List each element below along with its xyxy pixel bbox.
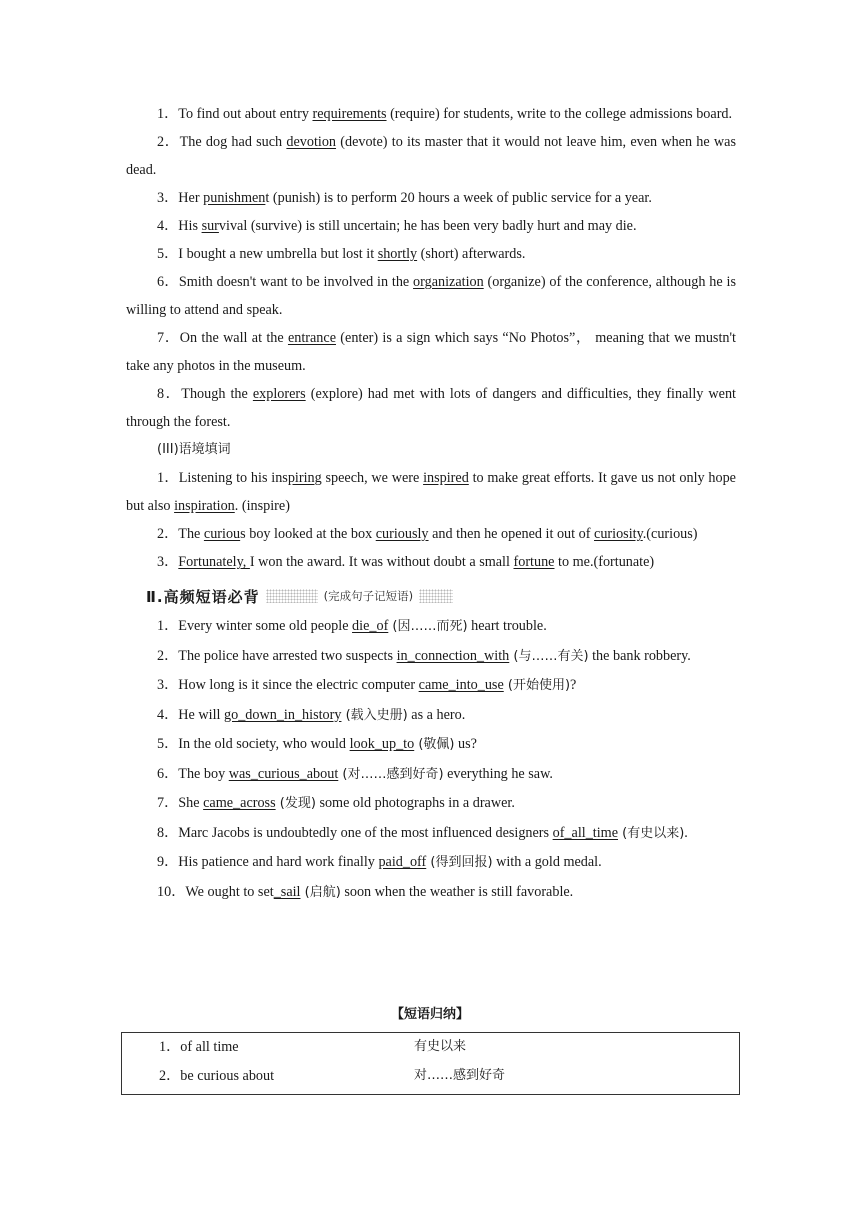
- exercise-item: 5．I bought a new umbrella but lost it shortly (short) afterwards.: [157, 246, 526, 262]
- answer-blank: requirements: [312, 106, 387, 122]
- summary-meaning: 有史以来: [414, 1039, 467, 1054]
- exercise-item: 6．Smith doesn't want to be involved in the organization (organize) of the conference, although he is willing to attend and speak.: [126, 274, 736, 318]
- answer-blank: came_into_use: [418, 677, 504, 693]
- exercise-item: 1．Every winter some old people die_of (因……而死) heart trouble.: [157, 618, 547, 634]
- exercise-item: 8．Though the explorers (explore) had met with lots of dangers and difficulties, they finally went through the forest.: [126, 386, 736, 430]
- summary-title: 【短语归纳】: [390, 1007, 469, 1022]
- section-subtitle: (完成句子记短语): [323, 589, 414, 603]
- exercise-item: 10．We ought to set_sail (启航) soon when the weather is still favorable.: [157, 883, 574, 900]
- answer-blank: Fortunately,: [178, 554, 250, 570]
- section-heading-phrases: [146, 584, 736, 608]
- exercise-item: 5．In the old society, who would look_up_to (敬佩) us?: [157, 736, 477, 752]
- answer-blank: curiously: [375, 526, 429, 542]
- decorative-dots: [266, 589, 318, 603]
- exercise-item: 4．His survival (survive) is still uncertain; he has been very badly hurt and may die.: [157, 218, 637, 234]
- exercise-item: 4．He will go_down_in_history (载入史册) as a hero.: [157, 706, 466, 723]
- exercise-item: 3．Her punishment (punish) is to perform 20 hours a week of public service for a year.: [157, 190, 652, 206]
- summary-row: [159, 1066, 719, 1086]
- answer-blank: curiosity: [594, 526, 643, 542]
- summary-phrase: 1．of all time: [159, 1039, 239, 1055]
- exercise-item: 2．The police have arrested two suspects in_connection_with (与……有关) the bank robbery.: [157, 647, 691, 664]
- section-heading: (III)语境填词: [157, 442, 231, 457]
- answer-blank: paid_off: [378, 854, 427, 870]
- answer-blank: in_connection_with: [396, 647, 510, 664]
- answer-blank: shortly: [377, 246, 418, 262]
- exercise-item: 7．On the wall at the entrance (enter) is a sign which says “No Photos”， meaning that we mustn't take any photos in the museum.: [126, 330, 736, 374]
- answer-blank: die_of: [352, 618, 389, 634]
- exercise-item: 6．The boy was_curious_about (对……感到好奇) everything he saw.: [157, 765, 553, 782]
- answer-blank: of_all_time: [552, 824, 619, 841]
- summary-meaning: 对……感到好奇: [414, 1068, 506, 1083]
- exercise-item: 1．To find out about entry requirements (require) for students, write to the college admissions board.: [157, 106, 733, 122]
- exercise-item: 1．Listening to his inspiring speech, we were inspired to make great efforts. It gave us not only hope but also inspiration. (inspire): [126, 470, 736, 514]
- word-form-exercise: [126, 100, 736, 436]
- answer-blank: _sail: [273, 883, 301, 900]
- answer-blank: punishmen: [203, 190, 266, 206]
- exercise-item: 2．The dog had such devotion (devote) to its master that it would not leave him, even when he was dead.: [126, 134, 736, 178]
- answer-blank: entrance: [287, 330, 336, 346]
- summary-row: [159, 1037, 719, 1057]
- answer-blank: inspired: [423, 470, 469, 486]
- exercise-item: 8．Marc Jacobs is undoubtedly one of the most influenced designers of_all_time (有史以来).: [157, 824, 688, 841]
- section-title: Ⅱ.高频短语必背: [146, 587, 260, 606]
- answer-blank: explorers: [252, 386, 306, 402]
- decorative-dots: [419, 589, 453, 603]
- answer-blank: devotion: [286, 134, 337, 150]
- exercise-content: [126, 100, 736, 907]
- answer-blank: piring: [287, 470, 322, 486]
- answer-blank: sur: [201, 218, 219, 234]
- answer-blank: look_up_to: [349, 736, 415, 752]
- exercise-item: 7．She came_across (发现) some old photographs in a drawer.: [157, 795, 515, 811]
- answer-blank: came_across: [203, 795, 276, 811]
- answer-blank: inspiration: [174, 498, 235, 514]
- summary-table: [121, 1032, 740, 1095]
- phrase-exercise: [126, 612, 736, 907]
- exercise-item: 3．Fortunately, I won the award. It was without doubt a small fortune to me.(fortunate): [157, 554, 655, 570]
- answer-blank: curiou: [203, 526, 241, 542]
- exercise-item: 3．How long is it since the electric computer came_into_use (开始使用)?: [157, 677, 577, 693]
- exercise-item: 9．His patience and hard work finally paid_off (得到回报) with a gold medal.: [157, 854, 602, 870]
- summary-phrase: 2．be curious about: [159, 1068, 275, 1084]
- answer-blank: go_down_in_history: [224, 706, 342, 723]
- answer-blank: organization: [413, 274, 484, 290]
- context-fill-section: [126, 436, 736, 576]
- answer-blank: was_curious_about: [228, 765, 339, 782]
- answer-blank: fortune: [513, 554, 555, 570]
- exercise-item: 2．The curious boy looked at the box curiously and then he opened it out of curiosity.(curious): [157, 526, 698, 542]
